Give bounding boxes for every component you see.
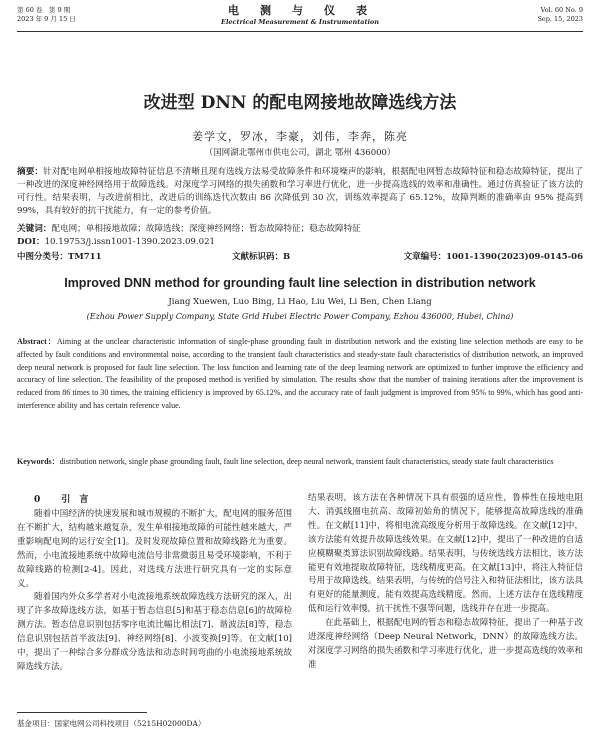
keywords-en-label: Keywords：: [17, 457, 60, 466]
funding-note: 基金项目：国家电网公司科技项目（5215H02000DA）: [17, 719, 206, 728]
title-cn: 改进型 DNN 的配电网接地故障选线方法: [143, 93, 457, 113]
abstract-en: [17, 336, 583, 413]
abstract-cn: [17, 166, 583, 218]
section-title: 引 言: [61, 495, 89, 505]
article-number: 文章编号：1001-1390(2023)09-0145-06: [403, 252, 583, 262]
authors-en: Jiang Xuewen, Luo Bing, Li Hao, Liu Wei, Li Ben, Chen Liang: [168, 297, 432, 307]
footnote-rule: [17, 712, 147, 713]
keywords-en: [17, 456, 583, 469]
clc-number: 中图分类号：TM711: [17, 252, 102, 262]
body-paragraph: 随着国内外众多学者对小电流接地系统故障选线方法研究的深入，出现了许多故障选线方法，如基于暂态信息[5]和基于稳态信息[6]的故障检测方法。暂态信息识别包括零序电流比幅比相法[7]、谐波法[8]等，稳态信息识别包括首半波法[9]、神经网络[8]、小波变换[9]等。在文献[10]中，提出了一种综合多分群成分选法和动态时间弯曲的小电流接地系统故障选线方法。: [17, 592, 292, 672]
body-column-left: [17, 508, 292, 708]
header-date-en: Sep. 15, 2023: [537, 15, 583, 23]
abstract-en-text: Aiming at the unclear characteristic information of single-phase grounding fault in distribution network and the existing line selection methods are easy to be affected by fault conditions and environmental noise, according to the transient fault characteristics and steady-state fault characteristics of distribution network, an improved deep neural network is proposed for fault line selection. The loss function and learning rate of the deep learning network are optimized to further improve the efficiency and accuracy of line selection. The feasibility of the proposed method is verified by simulation. The results show that the number of training iterations after the improvement is reduced from 86 times to 30 times, the training efficiency is improved by 65.12%, and the accuracy rate of fault judgment is improved from 95% to 99%, which has good anti-interference ability and has certain reference value.: [17, 337, 583, 410]
body-column-right: [308, 492, 583, 724]
header-vol-en: Vol. 60 No. 9: [540, 6, 583, 14]
affiliation-cn: （国网湖北鄂州市供电公司，湖北 鄂州 436000）: [204, 148, 396, 158]
doi-text: 10.19753/j.issn1001-1390.2023.09.021: [44, 237, 216, 247]
document-code: 文献标识码：B: [232, 252, 291, 262]
doi: [17, 236, 583, 249]
header-volume-en: [537, 6, 583, 24]
title-en: Improved DNN method for grounding fault line selection in distribution network: [64, 276, 536, 290]
affiliation-en: (Ezhou Power Supply Company, State Grid Hubei Electric Power Company, Ezhou 436000, Hubei, China): [86, 312, 514, 321]
keywords-cn-label: 关键词：: [17, 224, 52, 234]
header-vol-cn: 第 60 卷 第 9 期: [17, 6, 71, 14]
authors-cn: 姜学文，罗冰，李豪，刘伟，李奔，陈亮: [192, 130, 408, 143]
keywords-cn: [17, 223, 583, 236]
abstract-cn-label: 摘要：: [17, 167, 44, 177]
keywords-en-text: distribution network, single phase grounding fault, fault line selection, deep neural network, transient fault characteristics, steady state fault characteristics: [59, 457, 554, 466]
header-rule: [17, 31, 583, 32]
journal-name-cn: 电 测 与 仪 表: [228, 4, 372, 17]
body-paragraph: 结果表明，该方法在各种情况下具有很强的适应性，鲁棒性在接地电阻大、消弧线圈电抗高、故障初始角的情况下，能够提高故障选线的准确性。在文献[11]中，将相电流高级度分析用于故障选线。在文献[12]中，该方法能有效提升故障选线效果。在文献[12]中，提出了一种改进的自适应模糊聚类算法识别故障线路。结果表明，与传统选线方法相比，该方法能更有效地提取故障特征，选线精度更高。在文献[13]中，将注入特征信号用于故障选线。结果表明，与传统的信号注入和特征法相比，该方法具有更好的能量测度，能有效提高选线精度。然而，上述方法存在选线精度低和运行效率慢，抗干扰性不强等问题，选线并存在进一步提高。: [308, 493, 583, 615]
journal-name-en: Electrical Measurement & Instrumentation: [220, 18, 379, 26]
body-paragraph: 随着中国经济的快速发展和城市规模的不断扩大，配电网的服务范围在不断扩大，结构越来越复杂，发生单相接地故障的可能性越来越大，严重影响配电网的运行安全[1]。及时发现故障位置和故障线路尤为重要。然而，小电流接地系统中故障电流信号非常微弱且易受环境影响，不利于故障线路的检测[2-4]。因此，对选线方法进行研究具有一定的实际意义。: [17, 509, 292, 589]
abstract-en-label: Abstract：: [17, 337, 57, 346]
doi-label: DOI：: [17, 237, 45, 247]
body-paragraph: 在此基础上，根据配电网的暂态和稳态故障特征，提出了一种基于改进深度神经网络（Deep Neural Network，DNN）的故障选线方法。对深度学习网络的损失函数和学习率进行优化，进一步提高选线的效率和准: [308, 618, 583, 670]
section-number: 0: [34, 495, 41, 505]
keywords-cn-text: 配电网；单相接地故障；故障选线；深度神经网络；暂态故障特征；稳态故障特征: [51, 224, 361, 234]
abstract-cn-text: 针对配电网单相接地故障特征信息不清晰且现有选线方法易受故障条件和环境噪声的影响，根据配电网暂态故障特征和稳态故障特征，提出了一种改进的深度神经网络用于故障选线。对深度学习网络的损失函数和学习率进行优化，进一步提高选线的效率和准确性。通过仿真验证了该方法的可行性。结果表明，与改进前相比，改进后的训练迭代次数由 86 次降低到 30 次，训练效率提高了 65.12%，故障判断的准确率由 95% 提高到 99%，具有较好的抗干扰能力，有一定的参考价值。: [17, 167, 583, 216]
section-heading: [34, 492, 88, 505]
header-date-cn: 2023 年 9 月 15 日: [17, 15, 76, 23]
